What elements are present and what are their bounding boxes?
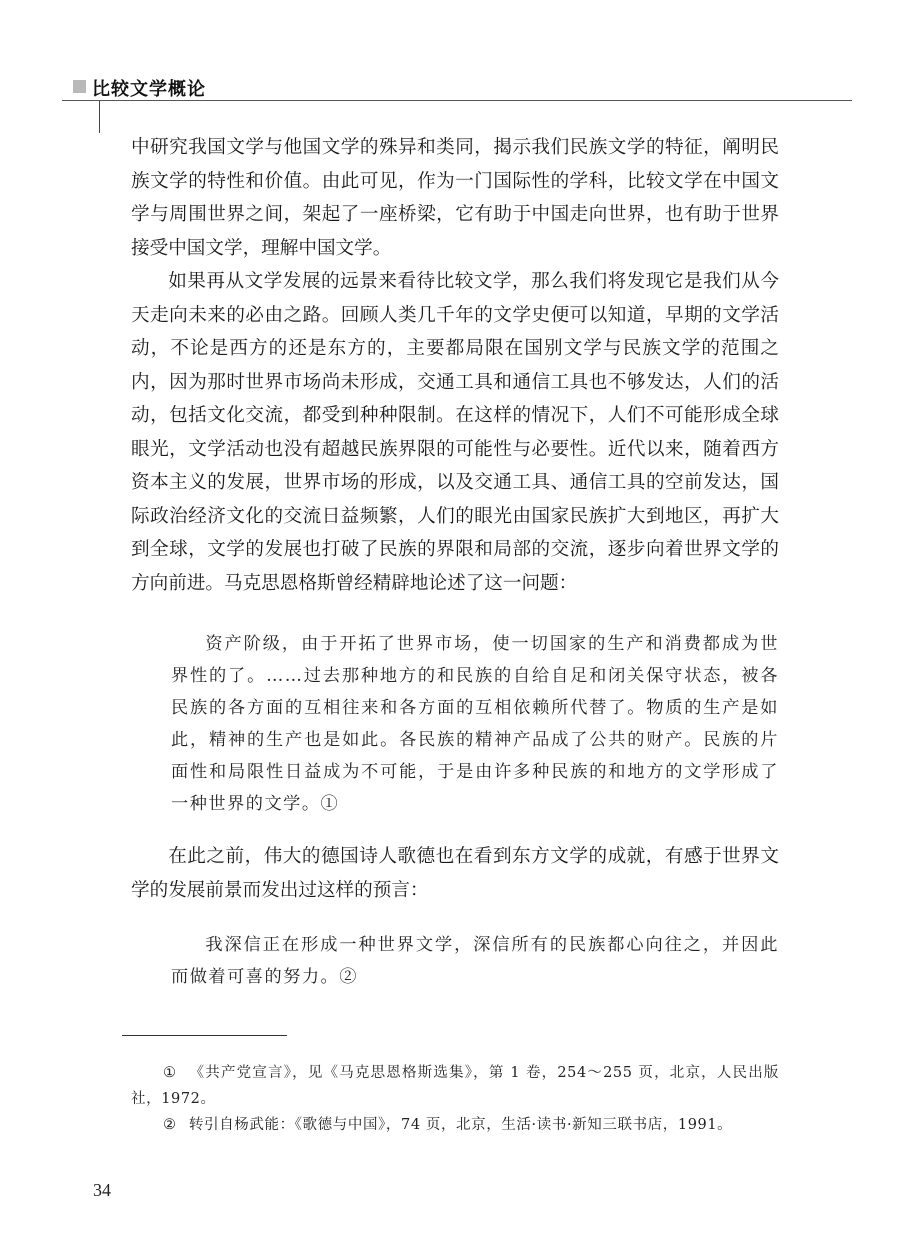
running-header-title: 比较文学概论 — [92, 79, 206, 100]
body-text-middle — [131, 840, 779, 907]
header-vertical-rule — [99, 101, 100, 133]
footnote-separator — [122, 1035, 287, 1036]
block-quote-marx-engels: 资产阶级，由于开拓了世界市场，使一切国家的生产和消费都成为世界性的了。……过去那种地方的和民族的自给自足和闭关保守状态，被各民族的各方面的互相往来和各方面的互相依赖所代替了。物质的生产是如此，精神的生产也是如此。各民族的精神产品成了公共的财产。民族的片面性和局限性日益成为不可能，于是由许多种民族的和地方的文学形成了一种世界的文学。① — [171, 634, 779, 814]
footnote-2 — [131, 1112, 779, 1138]
paragraph-continued: 中研究我国文学与他国文学的殊异和类同，揭示我们民族文学的特征，阐明民族文学的特性和价值。由此可见，作为一门国际性的学科，比较文学在中国文学与周围世界之间，架起了一座桥梁，它有助于中国走向世界，也有助于世界接受中国文学，理解中国文学。 — [131, 137, 779, 259]
header-rule — [62, 100, 852, 101]
footnote-1-text: 《共产党宣言》，见《马克思恩格斯选集》，第 1 卷，254～255 页，北京，人民出版社，1972。 — [131, 1065, 779, 1107]
footnote-1 — [131, 1060, 779, 1112]
paragraph-3: 在此之前，伟大的德国诗人歌德也在看到东方文学的成就，有感于世界文学的发展前景而发出过这样的预言： — [131, 846, 779, 901]
body-text-top — [131, 131, 779, 600]
footnote-2-text: 转引自杨武能：《歌德与中国》，74 页，北京，生活·读书·新知三联书店，1991。 — [189, 1117, 733, 1133]
page-number: 34 — [93, 1180, 111, 1200]
footnote-2-mark: ② — [163, 1117, 177, 1133]
block-quote-goethe: 我深信正在形成一种世界文学，深信所有的民族都心向往之，并因此而做着可喜的努力。② — [171, 935, 779, 987]
header-square-ornament — [73, 80, 86, 93]
paragraph-2: 如果再从文学发展的远景来看待比较文学，那么我们将发现它是我们从今天走向未来的必由之路。回顾人类几千年的文学史便可以知道，早期的文学活动，不论是西方的还是东方的，主要都局限在国别文学与民族文学的范围之内，因为那时世界市场尚未形成，交通工具和通信工具也不够发达，人们的活动，包括文化交流，都受到种种限制。在这样的情况下，人们不可能形成全球眼光，文学活动也没有超越民族界限的可能性与必要性。近代以来，随着西方资本主义的发展，世界市场的形成，以及交通工具、通信工具的空前发达，国际政治经济文化的交流日益频繁，人们的眼光由国家民族扩大到地区，再扩大到全球，文学的发展也打破了民族的界限和局部的交流，逐步向着世界文学的方向前进。马克思恩格斯曾经精辟地论述了这一问题： — [131, 271, 779, 594]
footnote-1-mark: ① — [163, 1065, 177, 1081]
